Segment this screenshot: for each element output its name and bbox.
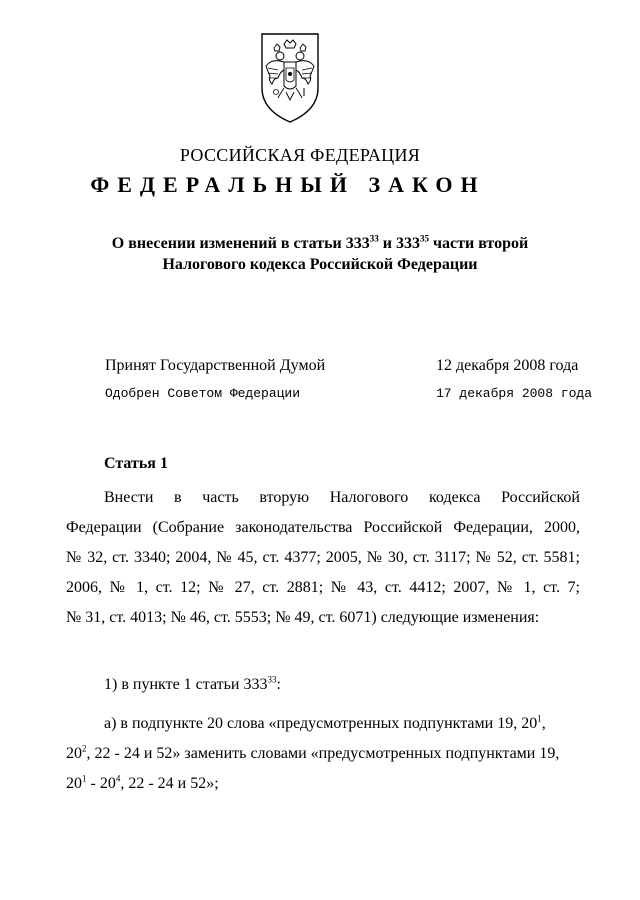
country-name: РОССИЙСКАЯ ФЕДЕРАЦИЯ <box>179 145 421 165</box>
word: вторую <box>259 489 310 506</box>
law-title-line-2: Налогового кодекса Российской Федерации <box>162 256 478 273</box>
russian-coat-of-arms-icon <box>258 28 322 126</box>
adopted-by-duma-label: Принят Государственной Думой <box>105 357 326 374</box>
law-title <box>0 233 640 275</box>
approved-by-council-label: Одобрен Советом Федерации <box>105 386 301 401</box>
item-1-text: 1) в пункте 1 статьи 333 <box>104 676 268 693</box>
sub-item-a <box>66 709 580 799</box>
text-line: Федерации (Собрание законодательства Российской Федерации, 2000, <box>66 519 580 536</box>
adopted-by-duma-date: 12 декабря 2008 года <box>436 357 579 374</box>
word: Российской <box>501 489 580 506</box>
item-1 <box>104 670 504 700</box>
law-title-line-1 <box>0 233 640 254</box>
word: Налогового <box>329 489 409 506</box>
text-line: $20^1 - 20^4$, 22 - 24 и 52»; <box>66 773 219 792</box>
text-line: 2006, № 1, ст. 12; № 27, ст. 2881; № 43, ст. 4412; 2007, № 1, ст. 7; <box>66 579 580 596</box>
law-title-text: части второй <box>428 235 529 252</box>
law-title-text: О внесении изменений в статьи 333 <box>111 235 370 252</box>
text-line <box>104 483 580 513</box>
approved-by-council-date: 17 декабря 2008 года <box>436 386 593 401</box>
text-line <box>104 709 580 739</box>
article-heading: Статья 1 <box>104 455 168 472</box>
document-type: ФЕДЕРАЛЬНЫЙ ЗАКОН <box>90 172 486 197</box>
text-line: $20^2$, 22 - 24 и 52» заменить словами «предусмотренных подпунктами 19, <box>66 743 560 762</box>
item-1-text: : <box>276 676 281 693</box>
law-title-superscript: 33 <box>369 233 379 244</box>
item-1-superscript: 33 <box>267 674 277 685</box>
sub-item-a-text: а) в подпункте 20 слова «предусмотренных подпунктами 19, $20^1$, <box>104 713 546 732</box>
text-line: № 32, ст. 3340; 2004, № 45, ст. 4377; 2005, № 30, ст. 3117; № 52, ст. 5581; <box>66 549 580 566</box>
word: часть <box>202 489 239 506</box>
law-title-superscript: 35 <box>419 233 429 244</box>
word: в <box>174 489 182 506</box>
word: кодекса <box>428 489 481 506</box>
law-title-text: и 333 <box>378 235 420 252</box>
article-intro-paragraph <box>66 483 580 633</box>
text-line: № 31, ст. 4013; № 46, ст. 5553; № 49, ст. 6071) следующие изменения: <box>66 609 540 626</box>
word: Внести <box>104 489 154 506</box>
